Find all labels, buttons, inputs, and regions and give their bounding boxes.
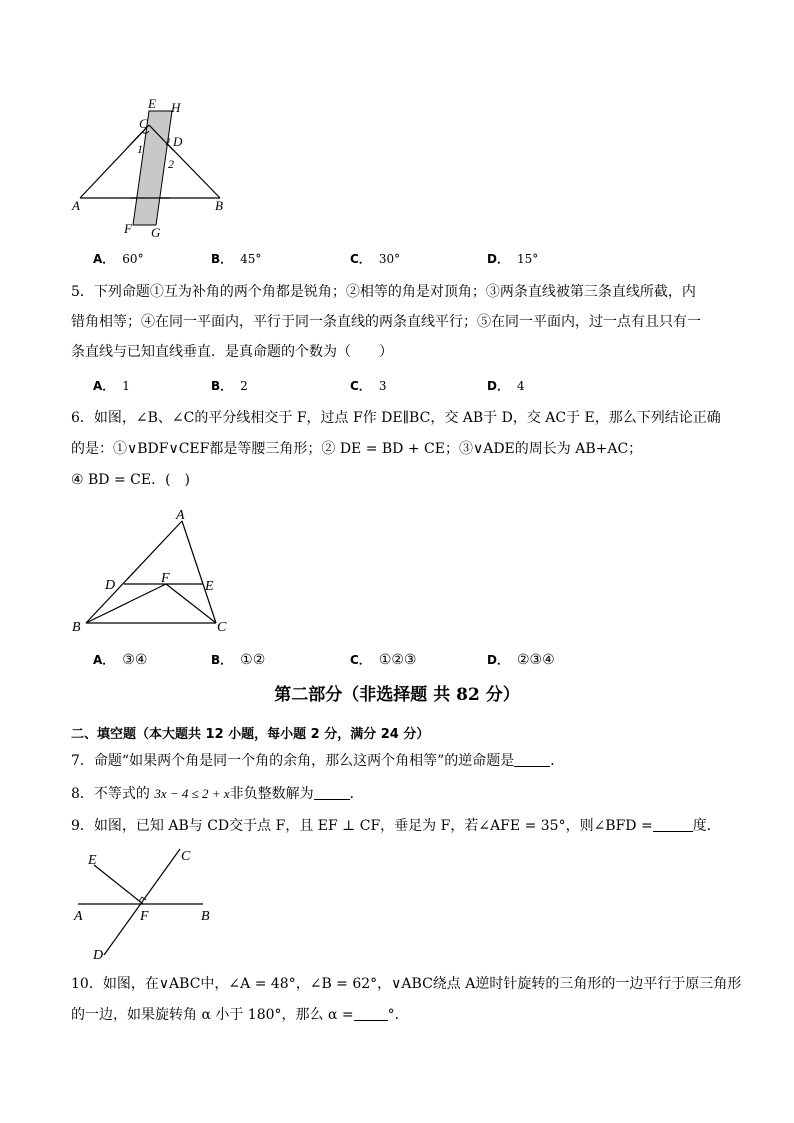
q9-answer-blank[interactable] bbox=[653, 817, 693, 832]
q6-label-d: D bbox=[105, 578, 116, 593]
q6-text-line-2: 的是：①∨BDF∨CEF都是等腰三角形；② DE = BD + CE；③∨ADE的周长为 AB+AC； bbox=[71, 441, 643, 457]
q8-inequality: 3x − 4 ≤ 2 + x bbox=[154, 786, 230, 801]
q6-line-ac bbox=[182, 521, 216, 623]
q10-text-line-1: 10．如图，在∨ABC中，∠A = 48°，∠B = 62°，∨ABC绕点 A逆时针旋转的三角形的一边平行于原三角形 bbox=[71, 976, 742, 992]
q9-label-e: E bbox=[88, 853, 97, 868]
q8-answer-blank[interactable] bbox=[314, 785, 350, 800]
q4-option-c[interactable]: C． 30° bbox=[350, 252, 401, 266]
q10-end: °． bbox=[387, 1007, 409, 1023]
q6-label-a: A bbox=[176, 508, 185, 523]
q5-option-a[interactable]: A． 1 bbox=[93, 379, 130, 393]
q6-text-line-1: 6．如图，∠B、∠C的平分线相交于 F，过点 F作 DE∥BC，交 AB于 D，交 AC于 E，那么下列结论正确 bbox=[71, 410, 721, 426]
q6-line-bf bbox=[86, 584, 166, 623]
q9-line-ef bbox=[94, 865, 143, 904]
q5-option-d[interactable]: D． 4 bbox=[487, 379, 525, 393]
q10-answer-blank[interactable] bbox=[354, 1006, 388, 1021]
q6-option-a[interactable]: A． ③④ bbox=[93, 652, 148, 668]
q5-option-c[interactable]: C． 3 bbox=[350, 379, 387, 393]
q7-stem: 7．命题“如果两个角是同一个角的余角，那么这两个角相等”的逆命题是 bbox=[71, 753, 515, 769]
q4-label-a: A bbox=[72, 198, 80, 213]
q5-options bbox=[93, 377, 734, 397]
q4-label-b: B bbox=[215, 198, 223, 213]
q6-option-c[interactable]: C． ①②③ bbox=[350, 652, 417, 668]
q4-option-a[interactable]: A． 60° bbox=[93, 252, 144, 266]
q9-label-a: A bbox=[74, 909, 83, 924]
q4-options bbox=[93, 250, 734, 270]
q5-text-line-3: 条直线与已知直线垂直．是真命题的个数为（ ） bbox=[71, 344, 393, 360]
q9-label-f: F bbox=[140, 909, 149, 924]
q4-option-b[interactable]: B． 45° bbox=[211, 252, 262, 266]
q7-end: ． bbox=[550, 753, 565, 769]
q5-text-line-2: 错角相等；④在同一平面内，平行于同一条直线的两条直线平行；⑤在同一平面内，过一点有且只有一 bbox=[71, 314, 701, 330]
q4-label-h: H bbox=[171, 100, 181, 115]
section2-heading: 二、填空题（本大题共 12 小题，每小题 2 分，满分 24 分） bbox=[71, 727, 430, 742]
q8-text bbox=[71, 784, 364, 804]
q6-figure bbox=[68, 505, 238, 640]
q9-label-c: C bbox=[181, 849, 191, 864]
q4-label-e: E bbox=[148, 96, 156, 111]
q7-answer-blank[interactable] bbox=[514, 752, 550, 767]
q9-end: 度． bbox=[692, 818, 721, 834]
q8-stem-pre: 8．不等式的 bbox=[71, 786, 155, 802]
q6-option-d[interactable]: D． ②③④ bbox=[487, 652, 555, 668]
q4-label-d: D bbox=[173, 134, 183, 149]
q6-option-b[interactable]: B． ①② bbox=[211, 652, 266, 668]
q7-text bbox=[71, 751, 564, 771]
q4-label-f: F bbox=[124, 221, 132, 236]
q9-line-cd bbox=[104, 849, 180, 955]
part2-title: 第二部分（非选择题 共 82 分） bbox=[274, 685, 520, 705]
q9-text bbox=[71, 816, 721, 836]
q6-label-c: C bbox=[217, 620, 227, 635]
q6-text-line-3: ④ BD = CE．( ) bbox=[71, 472, 190, 488]
q10-stem-pre: 的一边，如果旋转角 α 小于 180°，那么 α = bbox=[71, 1007, 354, 1023]
q10-text-line-2 bbox=[71, 1005, 409, 1025]
q5-text-line-1: 5．下列命题①互为补角的两个角都是锐角；②相等的角是对顶角；③两条直线被第三条直线所截，内 bbox=[71, 284, 696, 300]
q4-label-g: G bbox=[151, 225, 161, 240]
q9-label-b: B bbox=[201, 909, 210, 924]
q9-label-d: D bbox=[93, 948, 104, 963]
q6-label-b: B bbox=[72, 620, 81, 635]
q9-figure bbox=[68, 845, 218, 965]
q5-option-b[interactable]: B． 2 bbox=[211, 379, 248, 393]
q6-options bbox=[93, 651, 734, 671]
q4-figure bbox=[70, 95, 240, 245]
q8-end: ． bbox=[349, 786, 364, 802]
q4-label-c: C bbox=[139, 116, 148, 131]
q6-label-e: E bbox=[205, 579, 214, 594]
q9-stem: 9．如图，已知 AB与 CD交于点 F，且 EF ⊥ CF，垂足为 F，若∠AFE = 35°，则∠BFD = bbox=[71, 818, 653, 834]
q4-label-1: 1 bbox=[137, 142, 143, 156]
q6-label-f: F bbox=[161, 571, 170, 586]
q4-label-2: 2 bbox=[168, 157, 174, 171]
q4-option-d[interactable]: D． 15° bbox=[487, 252, 539, 266]
q8-stem-post: 非负整数解为 bbox=[229, 786, 314, 802]
